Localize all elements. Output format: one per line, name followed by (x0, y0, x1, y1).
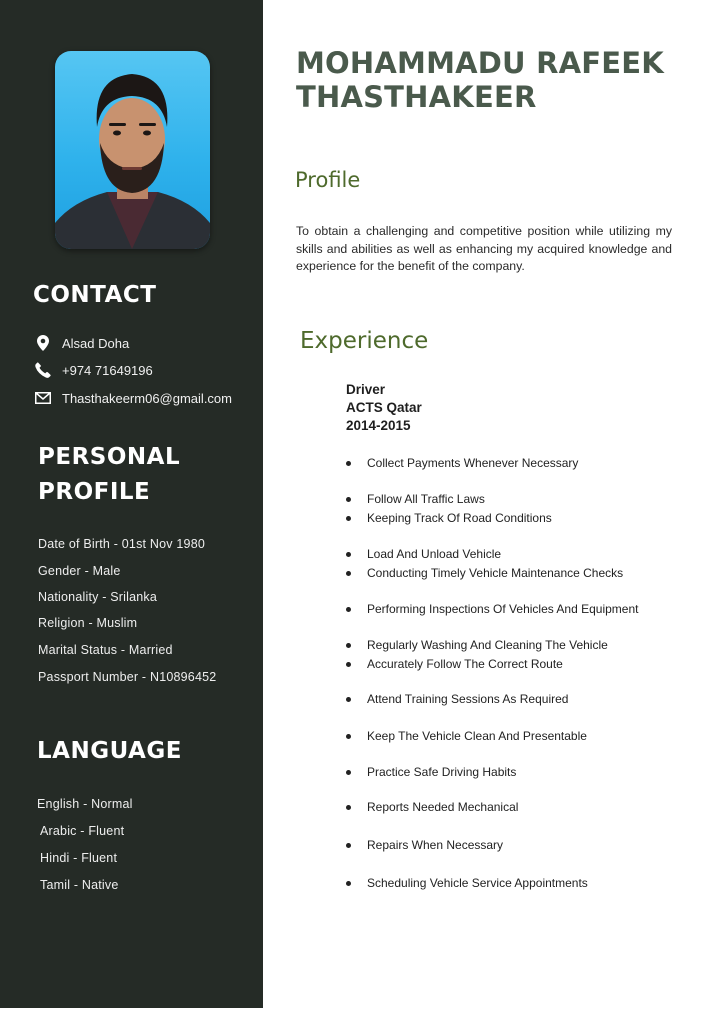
bullet-icon (346, 881, 351, 886)
duty-text: Scheduling Vehicle Service Appointments (367, 876, 588, 890)
duty-item (346, 729, 587, 743)
duty-item (346, 456, 578, 470)
duty-item (346, 657, 563, 671)
job-period: 2014-2015 (346, 418, 411, 433)
contact-email (34, 388, 232, 408)
contact-phone (34, 360, 153, 380)
profile-heading: Profile (295, 168, 361, 192)
duty-text: Follow All Traffic Laws (367, 492, 485, 506)
duty-text: Performing Inspections Of Vehicles And Equipment (367, 602, 639, 616)
personal-heading-line2: PROFILE (38, 479, 151, 505)
duty-item (346, 602, 638, 616)
duty-item (346, 765, 516, 779)
personal-religion: Religion - Muslim (38, 616, 138, 630)
candidate-name: MOHAMMADU RAFEEK THASTHAKEER (296, 46, 664, 114)
bullet-icon (346, 497, 351, 502)
language-heading: LANGUAGE (37, 738, 182, 764)
duty-text: Repairs When Necessary (367, 838, 504, 852)
duty-item (346, 492, 485, 506)
sidebar (0, 0, 263, 1008)
duty-text: Conducting Timely Vehicle Maintenance Checks (367, 566, 624, 580)
language-item: Tamil - Native (40, 878, 119, 892)
personal-gender: Gender - Male (38, 564, 121, 578)
duty-text: Attend Training Sessions As Required (367, 692, 569, 706)
address-text: Alsad Doha (62, 335, 130, 351)
personal-heading-line1: PERSONAL (38, 444, 181, 470)
personal-dob: Date of Birth - 01st Nov 1980 (38, 537, 205, 551)
personal-nationality: Nationality - Srilanka (38, 590, 158, 604)
bullet-icon (346, 552, 351, 557)
envelope-icon (34, 389, 52, 407)
bullet-icon (346, 734, 351, 739)
contact-heading: CONTACT (33, 282, 157, 308)
job-company: ACTS Qatar (346, 400, 422, 415)
duty-item (346, 638, 608, 652)
duty-item (346, 838, 503, 852)
language-item: Arabic - Fluent (40, 824, 125, 838)
profile-text: To obtain a challenging and competitive position while utilizing my skills and abilities as well as enhancing my acquired knowledge and experience for the benefit of the company. (296, 224, 672, 273)
duty-text: Collect Payments Whenever Necessary (367, 456, 579, 470)
duty-item (346, 876, 588, 890)
email-text: Thasthakeerm06@gmail.com (62, 390, 232, 406)
bullet-icon (346, 770, 351, 775)
personal-marital-status: Marital Status - Married (38, 643, 173, 657)
phone-icon (34, 361, 52, 379)
profile-photo (55, 51, 210, 249)
duty-text: Accurately Follow The Correct Route (367, 657, 563, 671)
bullet-icon (346, 805, 351, 810)
personal-passport: Passport Number - N10896452 (38, 670, 217, 684)
phone-text: +974 71649196 (62, 362, 153, 378)
personal-profile-heading (38, 440, 180, 510)
duty-text: Practice Safe Driving Habits (367, 765, 517, 779)
bullet-icon (346, 461, 351, 466)
bullet-icon (346, 643, 351, 648)
duty-item (346, 566, 623, 580)
bullet-icon (346, 843, 351, 848)
duty-item (346, 692, 568, 706)
language-item: English - Normal (37, 797, 133, 811)
experience-heading: Experience (300, 328, 429, 354)
duty-text: Reports Needed Mechanical (367, 800, 519, 814)
duty-item (346, 547, 501, 561)
bullet-icon (346, 697, 351, 702)
duty-item (346, 800, 518, 814)
bullet-icon (346, 571, 351, 576)
bullet-icon (346, 662, 351, 667)
duty-text: Keeping Track Of Road Conditions (367, 511, 552, 525)
location-pin-icon (34, 334, 52, 352)
duty-text: Regularly Washing And Cleaning The Vehicle (367, 638, 608, 652)
language-item: Hindi - Fluent (40, 851, 118, 865)
bullet-icon (346, 607, 351, 612)
contact-address (34, 333, 129, 353)
job-role: Driver (346, 382, 386, 397)
duty-text: Keep The Vehicle Clean And Presentable (367, 729, 587, 743)
duty-item (346, 511, 552, 525)
bullet-icon (346, 516, 351, 521)
duty-text: Load And Unload Vehicle (367, 547, 502, 561)
